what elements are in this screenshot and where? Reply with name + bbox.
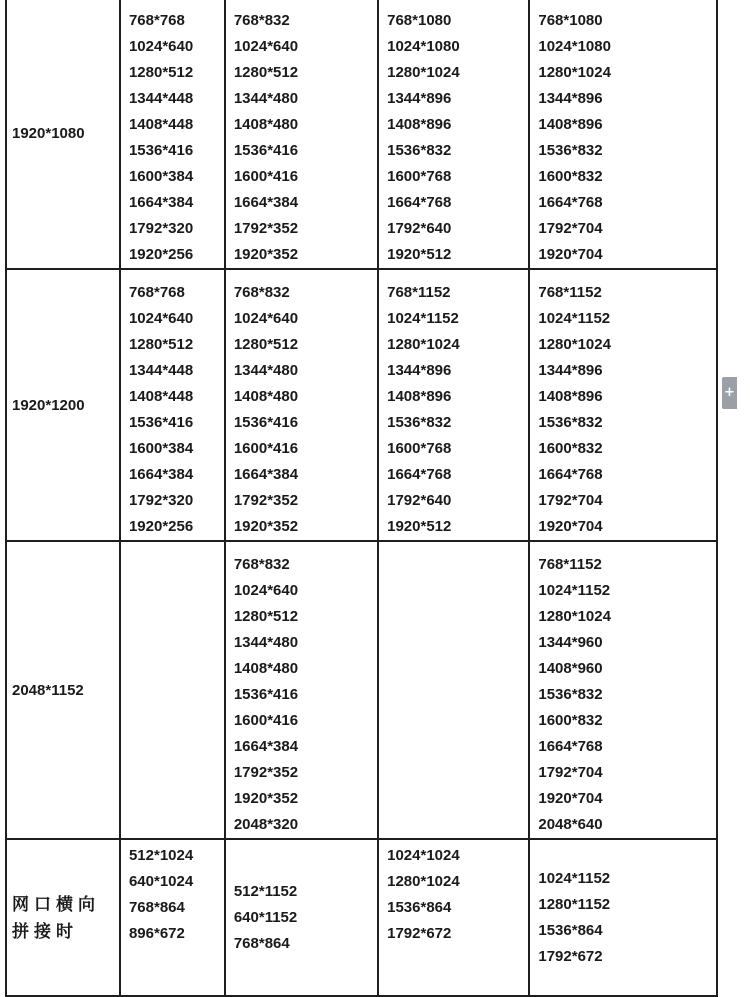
- resolution-value: 1280*512: [128, 336, 194, 353]
- resolution-value: 768*768: [128, 12, 185, 29]
- resolution-value: 768*864: [128, 899, 185, 916]
- resolution-value: 1024*1152: [387, 310, 459, 327]
- resolution-value: 1792*352: [233, 764, 299, 781]
- resolution-value: 1792*352: [233, 220, 299, 237]
- resolution-value: 1280*1024: [538, 64, 611, 81]
- resolution-value: 1344*480: [233, 90, 299, 107]
- resolution-value: 1408*480: [233, 660, 299, 677]
- resolution-value: 1536*832: [538, 142, 603, 159]
- resolution-list: [225, 541, 378, 839]
- resolution-list: [225, 269, 378, 541]
- resolution-value: 768*832: [233, 284, 290, 301]
- row-header: 1920*1200: [6, 269, 120, 541]
- resolution-value: 1600*416: [233, 712, 299, 729]
- resolution-value: 1664*384: [233, 194, 299, 211]
- resolution-value: 1024*1024: [387, 847, 460, 864]
- table-row: [6, 839, 717, 996]
- resolution-value: 1024*1080: [538, 38, 611, 55]
- resolution-value: 1920*512: [387, 246, 452, 263]
- resolution-value: 2048*640: [538, 816, 603, 833]
- resolution-list: [120, 839, 225, 996]
- row-header: 网口横向拼接时: [6, 839, 120, 996]
- resolution-list: [529, 541, 717, 839]
- resolution-value: 1280*1024: [538, 608, 611, 625]
- resolution-value: 2048*320: [233, 816, 299, 833]
- resolution-value: 768*1152: [387, 284, 451, 301]
- resolution-value: 1408*896: [387, 388, 452, 405]
- resolution-value: 1344*480: [233, 362, 299, 379]
- resolution-value: 768*1152: [538, 284, 602, 301]
- resolution-value: 1600*768: [387, 440, 452, 457]
- resolution-value: 1792*640: [387, 220, 452, 237]
- resolution-list: [529, 839, 717, 996]
- resolution-value: 1792*320: [128, 492, 194, 509]
- resolution-value: 1024*1152: [538, 310, 611, 327]
- table-row: [6, 0, 717, 269]
- resolution-value: 768*768: [128, 284, 185, 301]
- resolution-value: 1024*1080: [387, 38, 460, 55]
- resolution-value: 1280*1024: [387, 64, 460, 81]
- resolution-value: 1536*416: [233, 142, 299, 159]
- resolution-value: 1280*1152: [538, 895, 611, 913]
- resolution-value: 768*1152: [538, 556, 602, 573]
- resolution-value: 1664*768: [387, 466, 452, 483]
- resolution-value: 1920*704: [538, 246, 603, 263]
- resolution-value: 1536*832: [538, 414, 603, 431]
- resolution-value: 640*1152: [233, 908, 298, 926]
- resolution-value: 1536*416: [128, 142, 194, 159]
- resolution-value: 1024*640: [233, 582, 299, 599]
- resolution-list: [120, 269, 225, 541]
- resolution-value: 1920*352: [233, 790, 299, 807]
- resolution-value: 1024*640: [128, 38, 194, 55]
- resolution-value: 1920*352: [233, 246, 299, 263]
- resolution-value: 1792*320: [128, 220, 194, 237]
- resolution-list: [120, 541, 225, 839]
- row-header: 2048*1152: [6, 541, 120, 839]
- resolution-value: 1664*768: [387, 194, 452, 211]
- resolution-value: 1024*640: [128, 310, 194, 327]
- resolution-value: 1920*512: [387, 518, 452, 535]
- resolution-value: 768*832: [233, 12, 290, 29]
- resolution-value: 1280*1024: [387, 336, 460, 353]
- resolution-value: 512*1024: [128, 847, 194, 864]
- resolution-value: 1664*768: [538, 466, 603, 483]
- resolution-value: 1536*416: [128, 414, 194, 431]
- resolution-value: 1536*416: [233, 686, 299, 703]
- resolution-value: 1344*896: [387, 90, 452, 107]
- resolution-value: 1024*1152: [538, 582, 611, 599]
- resolution-value: 768*864: [233, 934, 290, 952]
- resolution-list: [378, 541, 529, 839]
- resolution-value: 768*832: [233, 556, 290, 573]
- resolution-value: 1792*352: [233, 492, 299, 509]
- resolution-value: 1280*512: [128, 64, 194, 81]
- resolution-value: 1280*512: [233, 64, 299, 81]
- resolution-value: 1344*896: [387, 362, 452, 379]
- resolution-value: 1344*448: [128, 90, 194, 107]
- resolution-value: 1600*416: [233, 168, 299, 185]
- resolution-value: 1792*672: [387, 925, 452, 942]
- resolution-value: 1792*640: [387, 492, 452, 509]
- resolution-value: 1792*704: [538, 764, 603, 781]
- resolution-list: [225, 0, 378, 269]
- resolution-value: 1024*1152: [538, 869, 611, 887]
- table-row: [6, 541, 717, 839]
- resolution-value: 1344*896: [538, 90, 603, 107]
- resolution-value: 1536*864: [387, 899, 452, 916]
- resolution-value: 1536*416: [233, 414, 299, 431]
- resolution-value: 1600*384: [128, 440, 194, 457]
- resolution-value: 768*1080: [387, 12, 452, 29]
- resolution-value: 1024*640: [233, 310, 299, 327]
- resolution-value: 1792*704: [538, 220, 603, 237]
- resolution-list: [529, 269, 717, 541]
- resolution-value: 1600*768: [387, 168, 452, 185]
- resolution-list: [378, 0, 529, 269]
- resolution-value: 1536*832: [538, 686, 603, 703]
- resolution-value: 1600*384: [128, 168, 194, 185]
- resolution-value: 1536*864: [538, 921, 603, 939]
- resolution-value: 1280*512: [233, 336, 299, 353]
- resolution-value: 1024*640: [233, 38, 299, 55]
- row-header: 1920*1080: [6, 0, 120, 269]
- resolution-value: 1920*256: [128, 246, 194, 263]
- resolution-value: 1600*416: [233, 440, 299, 457]
- resolution-value: 1664*384: [128, 466, 194, 483]
- resolution-value: 1280*512: [233, 608, 299, 625]
- resolution-value: 1408*480: [233, 388, 299, 405]
- resolution-value: 1408*480: [233, 116, 299, 133]
- resolution-list: [529, 0, 717, 269]
- resolution-value: 1280*1024: [538, 336, 611, 353]
- resolution-value: 1664*384: [233, 738, 299, 755]
- resolution-value: 1408*448: [128, 388, 194, 405]
- resolution-list: [378, 839, 529, 996]
- resolution-value: 1920*704: [538, 790, 603, 807]
- resolution-value: 1792*704: [538, 492, 603, 509]
- resolution-value: 1792*672: [538, 947, 603, 965]
- resolution-value: 768*1080: [538, 12, 603, 29]
- resolution-value: 1664*384: [128, 194, 194, 211]
- resolution-value: 1344*896: [538, 362, 603, 379]
- resolution-value: 640*1024: [128, 873, 194, 890]
- resolution-value: 1664*768: [538, 194, 603, 211]
- resolution-value: 1344*480: [233, 634, 299, 651]
- resolution-value: 1536*832: [387, 142, 452, 159]
- resolution-value: 1344*960: [538, 634, 603, 651]
- resolution-list: [378, 269, 529, 541]
- resolution-value: 896*672: [128, 925, 185, 942]
- resolution-value: 1408*896: [538, 116, 603, 133]
- resolution-value: 512*1152: [233, 882, 298, 900]
- resolution-list: [120, 0, 225, 269]
- resolution-value: 1280*1024: [387, 873, 460, 890]
- resolution-value: 1920*704: [538, 518, 603, 535]
- resolution-value: 1664*384: [233, 466, 299, 483]
- resolution-value: 1408*448: [128, 116, 194, 133]
- resolution-value: 1408*896: [387, 116, 452, 133]
- resolution-value: 1920*256: [128, 518, 194, 535]
- resolution-value: 1408*960: [538, 660, 603, 677]
- resolution-value: 1920*352: [233, 518, 299, 535]
- resolution-value: 1664*768: [538, 738, 603, 755]
- resolution-value: 1408*896: [538, 388, 603, 405]
- expand-side-button[interactable]: +: [722, 377, 737, 409]
- resolution-value: 1600*832: [538, 712, 603, 729]
- resolution-value: 1600*832: [538, 168, 603, 185]
- table-row: [6, 269, 717, 541]
- resolution-table: [5, 0, 718, 997]
- resolution-list: [225, 839, 378, 996]
- resolution-value: 1344*448: [128, 362, 194, 379]
- resolution-value: 1600*832: [538, 440, 603, 457]
- resolution-value: 1536*832: [387, 414, 452, 431]
